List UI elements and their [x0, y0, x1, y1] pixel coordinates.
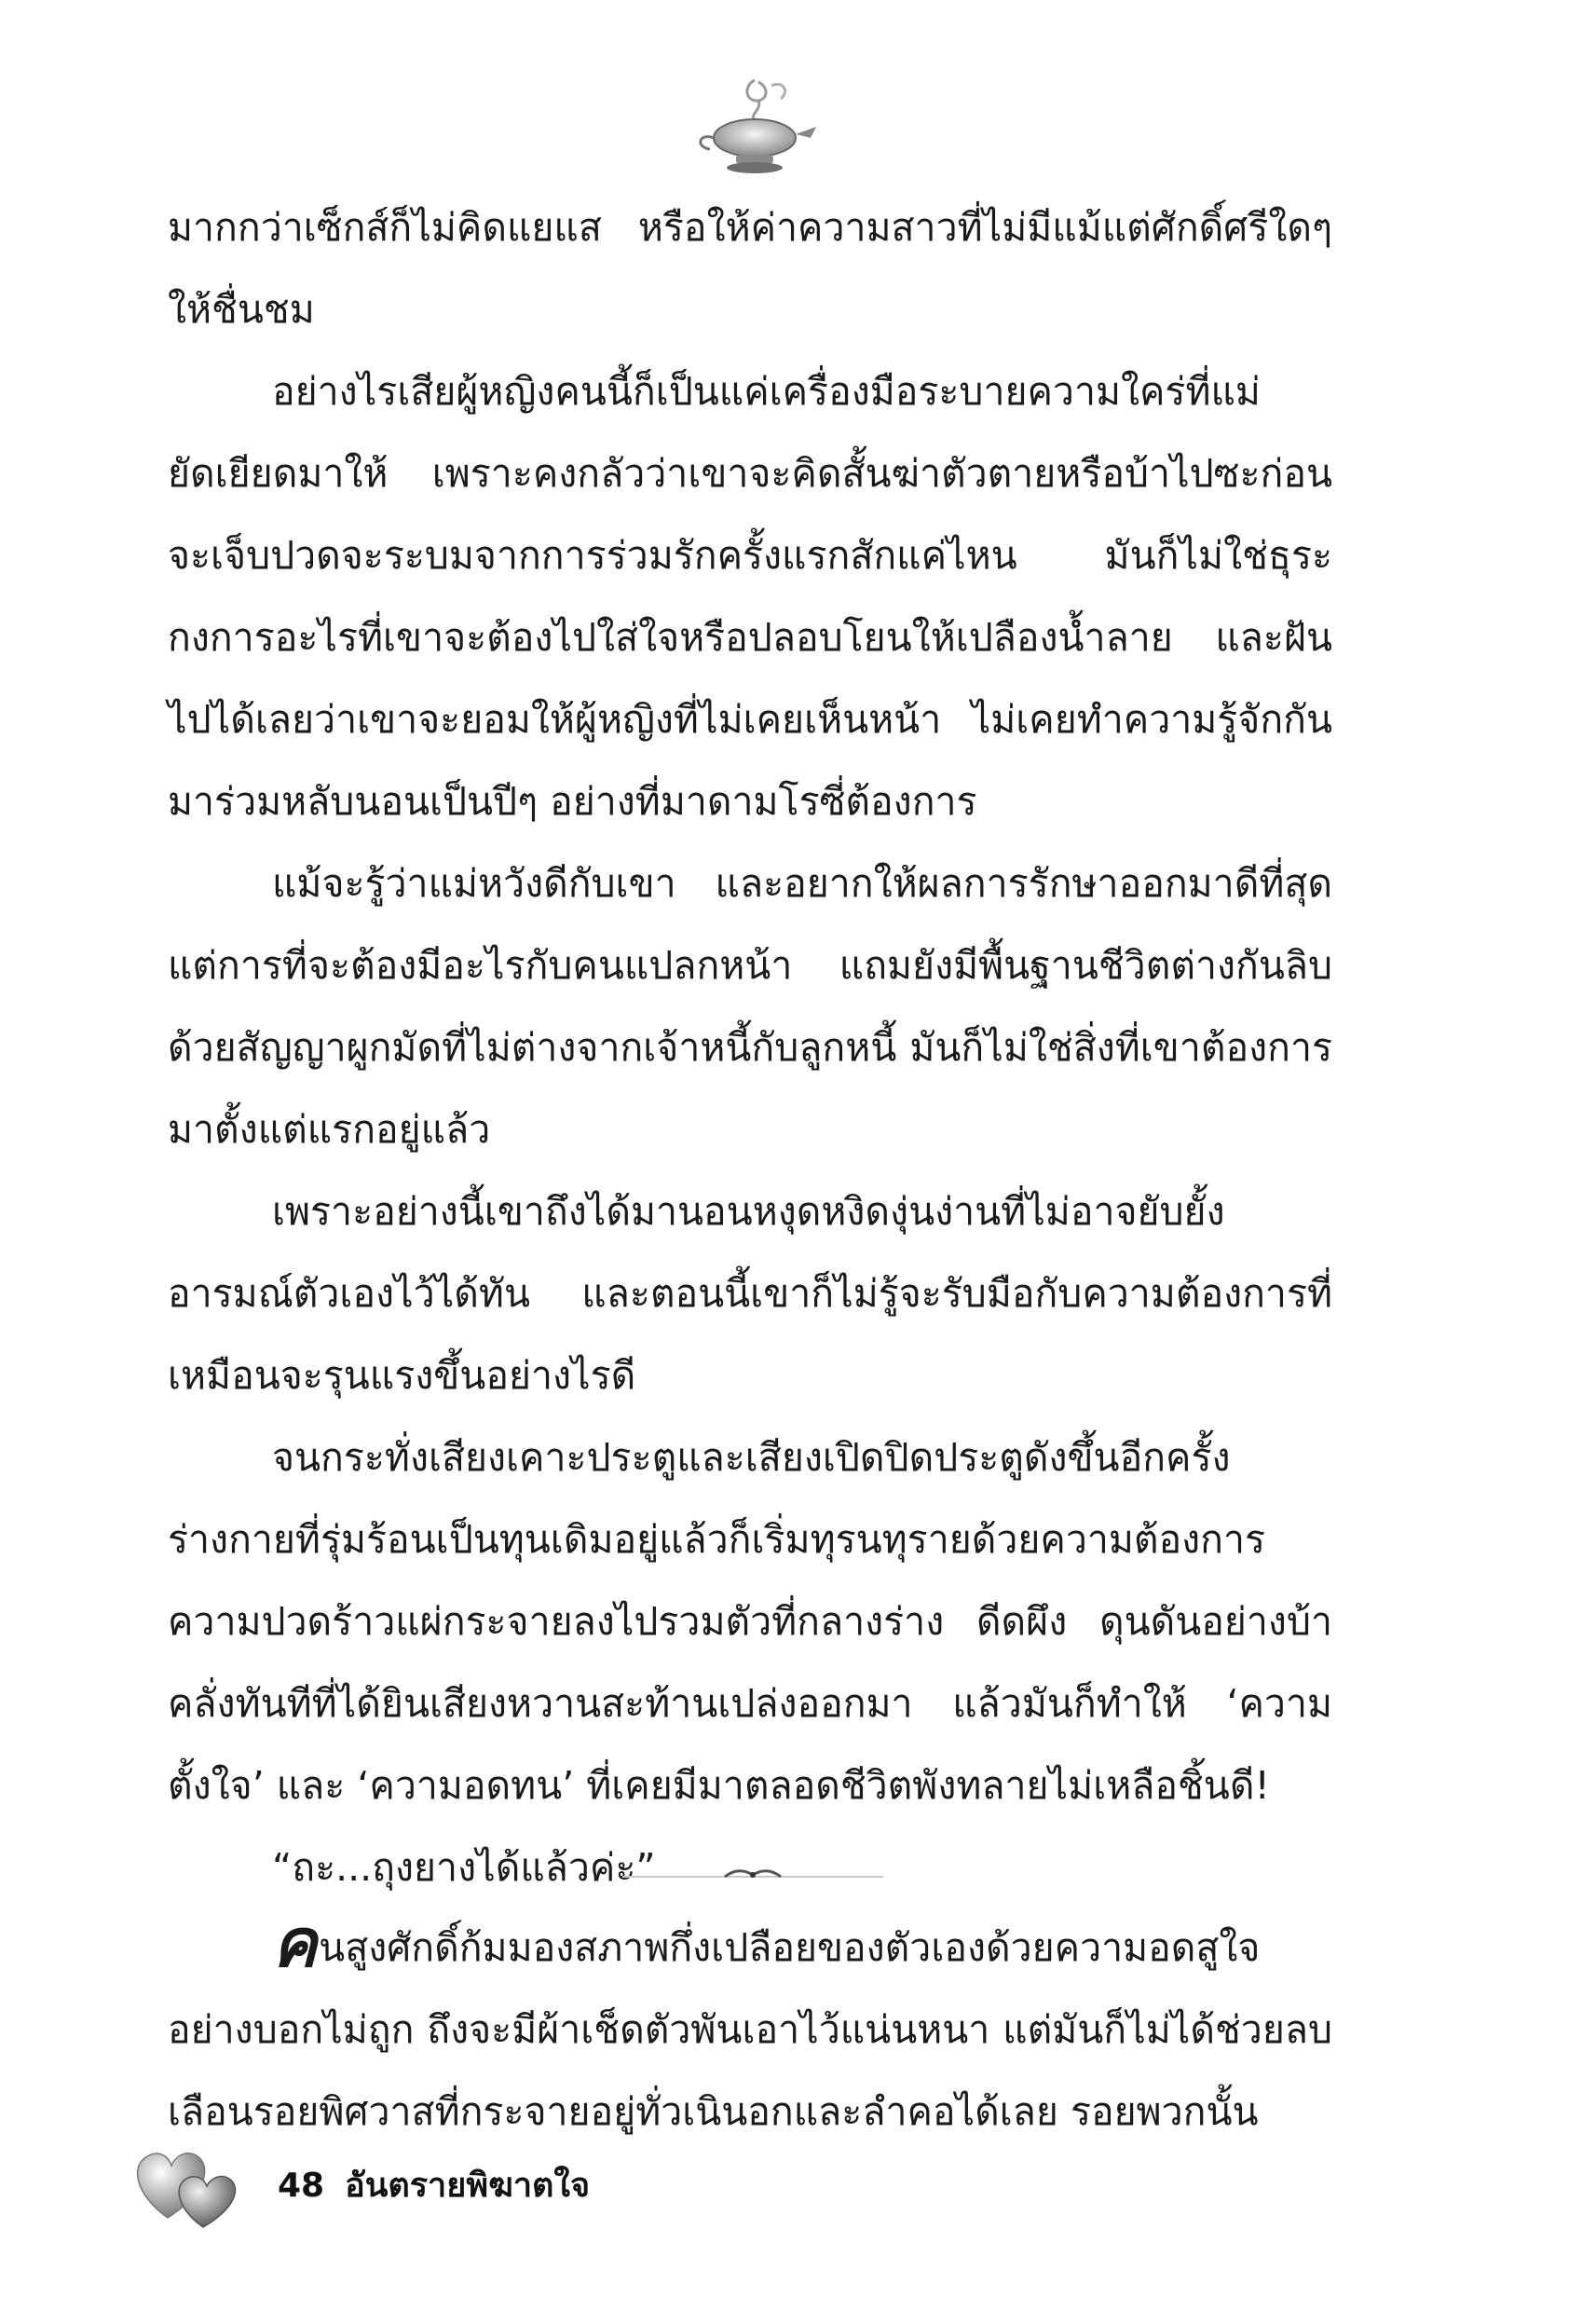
ornamental-divider — [622, 1866, 883, 1884]
page-number: 48 — [278, 2167, 325, 2205]
paragraph: อย่างไรเสียผู้หญิงคนนี้ก็เป็นแค่เครื่องมือระบายความใคร่ที่แม่ยัดเยียดมาให้ เพราะคงกลัวว่าเขาจะคิดสั้นฆ่าตัวตายหรือบ้าไปซะก่อน จะเจ็บปวดจะระบมจากการร่วมรักครั้งแรกสักแค่ไหน มันก็ไม่ใช่ธุระกงการอะไรที่เขาจะต้องไปใส่ใจหรือปลอบโยนให้เปลืองน้ำลาย และฝันไปได้เลยว่าเขาจะยอมให้ผู้หญิงที่ไม่เคยเห็นหน้า ไม่เคยทำความรู้จักกัน มาร่วมหลับนอนเป็นปีๆ อย่างที่มาดามโรซี่ต้องการ — [168, 369, 1332, 824]
drop-cap: ค — [272, 1903, 318, 1982]
section-two-text — [168, 1903, 1332, 2153]
paragraph — [168, 1903, 1332, 2153]
paragraph-text: นสูงศักดิ์ก้มมองสภาพกึ่งเปลือยของตัวเองด้วยความอดสูใจอย่างบอกไม่ถูก ถึงจะมีผ้าเช็ดตัวพันเอาไว้แน่นหนา แต่มันก็ไม่ได้ช่วยลบเลือนรอยพิศวาสที่กระจายอยู่ทั่วเนินอกและลำคอได้เลย รอยพวกนั้น — [168, 1925, 1332, 2134]
paragraph: มากกว่าเซ็กส์ก็ไม่คิดแยแส หรือให้ค่าความสาวที่ไม่มีแม้แต่ศักดิ์ศรีใดๆ ให้ชื่นชม — [168, 205, 1332, 332]
body-text — [168, 186, 1332, 1908]
paragraph: เพราะอย่างนี้เขาถึงได้มานอนหงุดหงิดงุ่นง่านที่ไม่อาจยับยั้งอารมณ์ตัวเองไว้ได้ทัน และตอนนี้เขาก็ไม่รู้จะรับมือกับความต้องการที่เหมือนจะรุนแรงขึ้นอย่างไรดี — [168, 1189, 1332, 1398]
paragraph: จนกระทั่งเสียงเคาะประตูและเสียงเปิดปิดประตูดังขึ้นอีกครั้ง ร่างกายที่รุ่มร้อนเป็นทุนเดิมอยู่แล้วก็เริ่มทุรนทุรายด้วยความต้องการ ความปวดร้าวแผ่กระจายลงไปรวมตัวที่กลางร่าง ดีดผึง ดุนดันอย่างบ้าคลั่งทันทีที่ได้ยินเสียงหวานสะท้านเปล่งออกมา แล้วมันก็ทำให้ ‘ความตั้งใจ’ และ ‘ความอดทน’ ที่เคยมีมาตลอดชีวิตพังทลายไม่เหลือชิ้นดี! — [168, 1435, 1332, 1808]
lamp-ornament-icon — [689, 73, 820, 175]
paragraph: “ถะ...ถุงยางได้แล้วค่ะ” — [272, 1845, 656, 1890]
book-title: อันตรายพิฆาตใจ — [345, 2167, 591, 2205]
page-footer — [278, 2158, 610, 2211]
hearts-icon — [130, 2132, 252, 2235]
paragraph: แม้จะรู้ว่าแม่หวังดีกับเขา และอยากให้ผลการรักษาออกมาดีที่สุด แต่การที่จะต้องมีอะไรกับคนแปลกหน้า แถมยังมีพื้นฐานชีวิตต่างกันลิบ ด้วยสัญญาผูกมัดที่ไม่ต่างจากเจ้าหนี้กับลูกหนี้ มันก็ไม่ใช่สิ่งที่เขาต้องการมาตั้งแต่แรกอยู่แล้ว — [168, 861, 1332, 1152]
